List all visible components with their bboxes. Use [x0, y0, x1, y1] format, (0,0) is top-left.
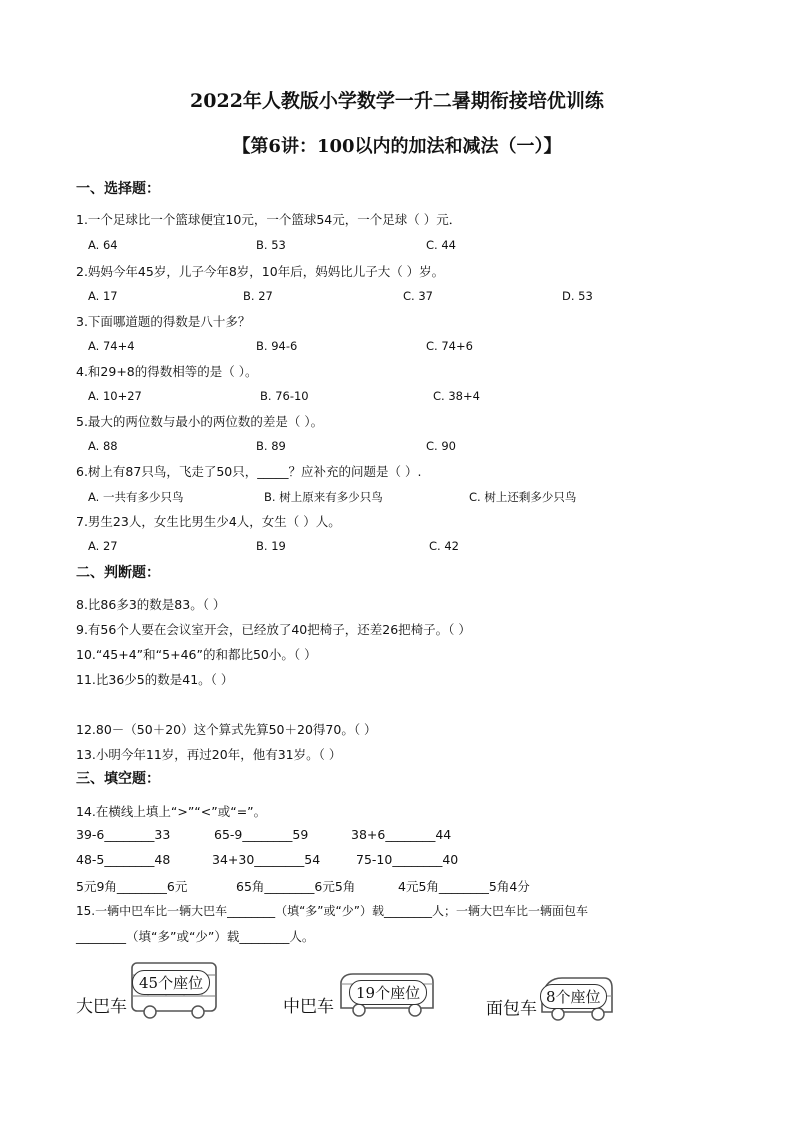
- q6-option-a: A. 一共有多少只鸟: [88, 490, 184, 504]
- question-4: 4.和29+8的得数相等的是（ ）。: [76, 364, 258, 379]
- q6-option-b: B. 树上原来有多少只鸟: [264, 490, 383, 504]
- q3-option-a: A. 74+4: [88, 339, 135, 353]
- section-fill-heading: 三、填空题：: [76, 771, 160, 787]
- q2-option-d: D. 53: [562, 289, 593, 303]
- question-8: 8.比86多3的数是83。（ ）: [76, 597, 226, 612]
- medium-bus-label: 中巴车: [283, 997, 334, 1017]
- q2-option-c: C. 37: [403, 289, 433, 303]
- q14-row3-item3: 4元5角________5角4分: [398, 879, 530, 894]
- q4-option-a: A. 10+27: [88, 389, 142, 403]
- q7-option-c: C. 42: [429, 539, 459, 553]
- section-judge-heading: 二、判断题：: [76, 565, 160, 581]
- q5-option-c: C. 90: [426, 439, 456, 453]
- medium-bus-figure: [283, 968, 443, 1024]
- q14-row2-item2: 34+30________54: [212, 852, 321, 867]
- large-bus-figure: [76, 958, 236, 1024]
- question-11: 11.比36少5的数是41。（ ）: [76, 672, 234, 687]
- question-12: 12.80－（50＋20）这个算式先算50＋20得70。（ ）: [76, 722, 377, 737]
- q3-option-b: B. 94-6: [256, 339, 298, 353]
- question-10: 10.“45+4”和“5+46”的和都比50小。（ ）: [76, 647, 317, 662]
- large-bus-seats: 45个座位: [139, 974, 204, 992]
- question-7: 7.男生23人，女生比男生少4人，女生（ ）人。: [76, 514, 341, 529]
- q2-option-b: B. 27: [243, 289, 273, 303]
- q14-row1-item2: 65-9________59: [214, 827, 309, 842]
- q4-option-b: B. 76-10: [260, 389, 309, 403]
- question-2: 2.妈妈今年45岁，儿子今年8岁，10年后，妈妈比儿子大（ ）岁。: [76, 264, 445, 279]
- medium-bus-seat-badge: [349, 980, 427, 1005]
- section-choice-heading: 一、选择题：: [76, 181, 160, 197]
- lesson-subtitle: 【第6讲：100以内的加法和减法（一）】: [232, 136, 562, 157]
- q14-row1-item3: 38+6________44: [351, 827, 452, 842]
- q7-option-a: A. 27: [88, 539, 118, 553]
- q1-option-c: C. 44: [426, 238, 456, 252]
- van-seats: 8个座位: [546, 988, 601, 1006]
- q6-option-c: C. 树上还剩多少只鸟: [469, 490, 577, 504]
- question-1: 1.一个足球比一个篮球便宜10元，一个篮球54元，一个足球（ ）元．: [76, 212, 462, 227]
- van-label: 面包车: [486, 999, 537, 1019]
- q14-row2-item1: 48-5________48: [76, 852, 171, 867]
- question-5: 5.最大的两位数与最小的两位数的差是（ ）。: [76, 414, 324, 429]
- q5-option-a: A. 88: [88, 439, 118, 453]
- q2-option-a: A. 17: [88, 289, 118, 303]
- question-14: 14.在横线上填上“>”“<”或“=”。: [76, 804, 267, 819]
- q1-option-a: A. 64: [88, 238, 118, 252]
- large-bus-label: 大巴车: [76, 997, 127, 1017]
- q1-option-b: B. 53: [256, 238, 286, 252]
- question-9: 9.有56个人要在会议室开会，已经放了40把椅子，还差26把椅子。（ ）: [76, 622, 471, 637]
- large-bus-seat-badge: [132, 970, 210, 995]
- van-figure: [486, 972, 626, 1028]
- q14-row3-item1: 5元9角________6元: [76, 879, 188, 894]
- q5-option-b: B. 89: [256, 439, 286, 453]
- q14-row2-item3: 75-10________40: [356, 852, 459, 867]
- question-13: 13.小明今年11岁，再过20年，他有31岁。（ ）: [76, 747, 342, 762]
- q3-option-c: C. 74+6: [426, 339, 473, 353]
- question-15-line2: ________（填“多”或“少”）载________人。: [76, 929, 315, 944]
- page-title: 2022年人教版小学数学一升二暑期衔接培优训练: [190, 90, 604, 112]
- question-3: 3.下面哪道题的得数是八十多？: [76, 314, 251, 329]
- q14-row1-item1: 39-6________33: [76, 827, 171, 842]
- q7-option-b: B. 19: [256, 539, 286, 553]
- question-6: 6.树上有87只鸟，飞走了50只，_____？应补充的问题是（ ）.: [76, 464, 422, 479]
- q14-row3-item2: 65角________6元5角: [236, 879, 356, 894]
- medium-bus-seats: 19个座位: [356, 984, 421, 1002]
- question-15-line1: 15.一辆中巴车比一辆大巴车________（填“多”或“少”）载________人；一辆大巴车比一辆面包车: [76, 904, 588, 918]
- q4-option-c: C. 38+4: [433, 389, 480, 403]
- van-seat-badge: [540, 984, 607, 1009]
